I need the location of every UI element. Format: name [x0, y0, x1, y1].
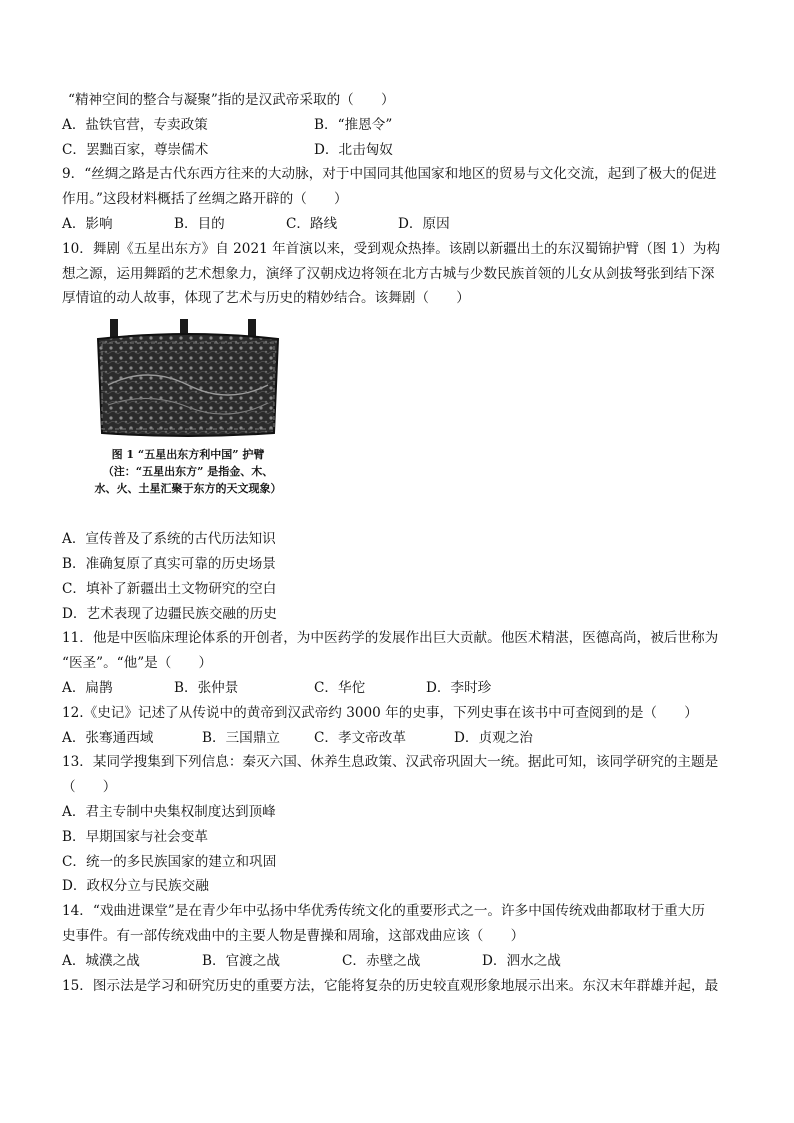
q9-option-a: A．影响	[62, 215, 113, 232]
q12-option-b: B．三国鼎立	[202, 729, 280, 746]
q14-option-c: C．赤壁之战	[342, 952, 421, 969]
q15-stem-line1: 15．图示法是学习和研究历史的重要方法，它能将复杂的历史较直观形象地展示出来。东汉末年群雄并起，最	[62, 977, 719, 994]
q10-stem-line1: 10．舞剧《五星出东方》自 2021 年首演以来，受到观众热捧。该剧以新疆出土的东汉蜀锦护臂（图 1）为构	[62, 240, 721, 257]
q13-option-a: A．君主专制中央集权制度达到顶峰	[62, 803, 276, 820]
q11-option-a: A．扁鹊	[62, 679, 113, 696]
figure-caption-line3: 水、火、土星汇聚于东方的天文现象）	[94, 482, 282, 496]
q8-options-row2	[62, 138, 742, 163]
q13-stem-line2: （ ）	[62, 779, 117, 796]
q12-option-c: C．孝文帝改革	[314, 729, 406, 746]
q14-stem-line2: 史事件。有一部传统戏曲中的主要人物是曹操和周瑜，这部戏曲应该（ ）	[62, 927, 525, 944]
q11-options	[62, 676, 742, 701]
q10-option-a: A．宣传普及了系统的古代历法知识	[62, 531, 276, 548]
q9-option-d: D．原因	[398, 215, 450, 232]
q9-option-b: B．目的	[174, 215, 225, 232]
q8-option-c: C．罢黜百家，尊崇儒术	[62, 141, 209, 158]
q9-option-c: C．路线	[286, 215, 338, 232]
q10-stem-line2: 想之源，运用舞蹈的艺术想象力，演绎了汉朝戍边将领在北方古城与少数民族首领的儿女从剑拔弩张到结下深	[62, 265, 715, 282]
q10-option-d: D．艺术表现了边疆民族交融的历史	[62, 605, 277, 622]
q13-option-c: C．统一的多民族国家的建立和巩固	[62, 853, 277, 870]
q8-option-a: A．盐铁官营，专卖政策	[62, 116, 208, 133]
q13-option-b: B．早期国家与社会变革	[62, 828, 208, 845]
q11-option-b: B．张仲景	[174, 679, 239, 696]
q12-stem: 12.《史记》记述了从传说中的黄帝到汉武帝约 3000 年的史事，下列史事在该书中可查阅到的是（ ）	[62, 704, 698, 721]
q11-stem-line2: “医圣”。“他”是（ ）	[62, 655, 213, 672]
figure-caption	[88, 446, 288, 497]
q12-option-d: D．贞观之治	[454, 729, 533, 746]
q14-options	[62, 949, 742, 974]
q9-options	[62, 212, 742, 237]
figure-caption-line1: 图 1 “五星出东方利中国” 护臂	[111, 448, 265, 462]
exam-page	[62, 88, 742, 998]
q10-stem-line3: 厚情谊的动人故事，体现了艺术与历史的精妙结合。该舞剧（ ）	[62, 290, 470, 307]
q11-option-c: C．华佗	[314, 679, 366, 696]
q13-option-d: D．政权分立与民族交融	[62, 878, 209, 895]
q14-option-b: B．官渡之战	[202, 952, 280, 969]
q12-option-a: A．张骞通西域	[62, 729, 154, 746]
q13-stem-line1: 13．某同学搜集到下列信息：秦灭六国、休养生息政策、汉武帝巩固大一统。据此可知，该同学研究的主题是	[62, 754, 719, 771]
q9-stem-line1: 9．“丝绸之路是古代东西方往来的大动脉，对于中国同其他国家和地区的贸易与文化交流，起到了极大的促进	[62, 166, 717, 183]
q11-option-d: D．李时珍	[426, 679, 492, 696]
q11-stem-line1: 11．他是中医临床理论体系的开创者，为中医药学的发展作出巨大贡献。他医术精湛，医德高尚，被后世称为	[62, 630, 719, 647]
q8-option-d: D．北击匈奴	[314, 141, 393, 158]
figure-1-arm-guard	[88, 315, 288, 515]
q14-option-a: A．城濮之战	[62, 952, 140, 969]
q8-options-row1	[62, 113, 742, 138]
q10-option-b: B．准确复原了真实可靠的历史场景	[62, 555, 276, 572]
q14-stem-line1: 14．“戏曲进课堂”是在青少年中弘扬中华优秀传统文化的重要形式之一。许多中国传统戏曲都取材于重大历	[62, 903, 705, 920]
q9-stem-line2: 作用。”这段材料概括了丝绸之路开辟的（ ）	[62, 191, 348, 208]
q8-stem: “精神空间的整合与凝聚”指的是汉武帝采取的（ ）	[68, 92, 395, 108]
q14-option-d: D．泗水之战	[482, 952, 561, 969]
q12-options	[62, 726, 742, 751]
figure-caption-line2: （注：“五星出东方” 是指金、木、	[102, 465, 274, 479]
q8-option-b: B．“推恩令”	[314, 116, 393, 133]
arm-guard-image	[88, 315, 288, 445]
q10-option-c: C．填补了新疆出土文物研究的空白	[62, 580, 277, 597]
